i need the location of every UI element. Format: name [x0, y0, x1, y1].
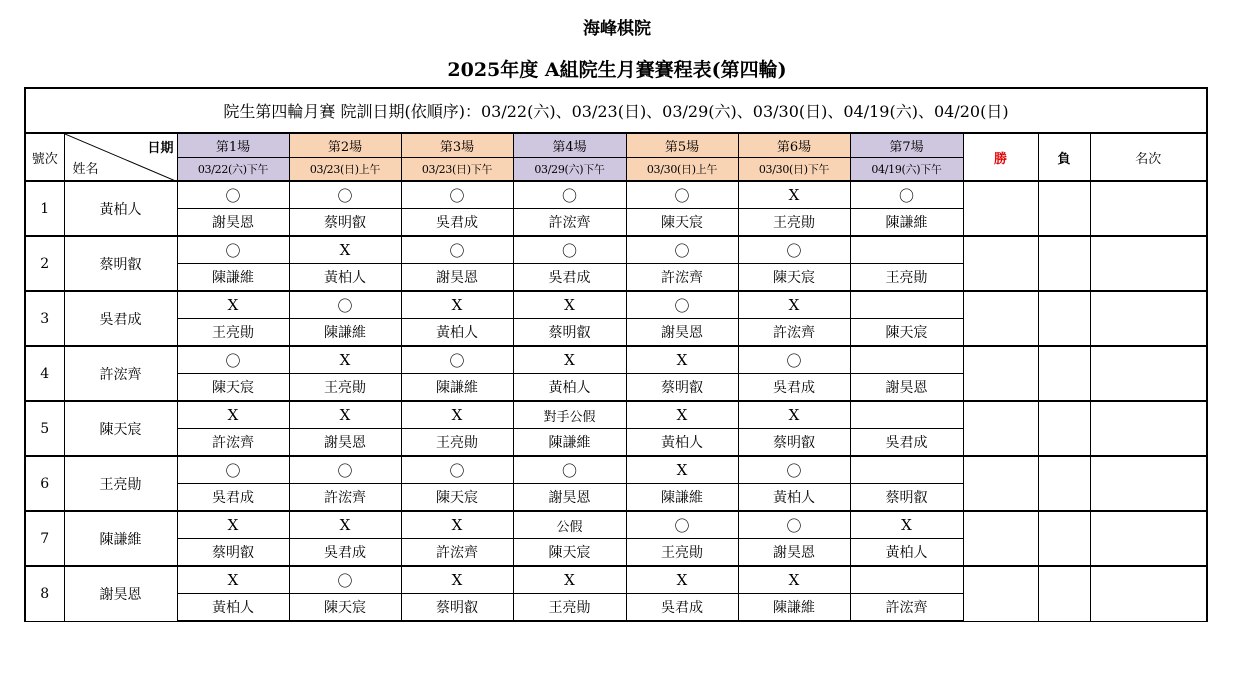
- result-cell: 〇: [289, 456, 401, 484]
- result-cell: 〇: [177, 181, 289, 209]
- round-3-date: 03/23(日)下午: [401, 157, 513, 181]
- result-cell: 〇: [289, 291, 401, 319]
- opponent-cell: 黃柏人: [626, 429, 738, 457]
- result-cell: X: [289, 346, 401, 374]
- opponent-cell: 蔡明叡: [289, 209, 401, 237]
- opponent-cell: 王亮勛: [850, 264, 963, 292]
- result-cell: 對手公假: [513, 401, 626, 429]
- round-2-date: 03/23(日)上午: [289, 157, 401, 181]
- opponent-cell: 謝昊恩: [738, 539, 850, 567]
- rank-header: 名次: [1090, 133, 1207, 181]
- round-5-header: 第5場: [626, 133, 738, 157]
- result-cell: [850, 456, 963, 484]
- player-name: 謝昊恩: [64, 566, 177, 621]
- result-cell: 〇: [513, 456, 626, 484]
- win-cell: [963, 236, 1038, 291]
- round-7-date: 04/19(六)下午: [850, 157, 963, 181]
- opponent-cell: 許浤齊: [513, 209, 626, 237]
- player-name: 許浤齊: [64, 346, 177, 401]
- player-row: [25, 236, 1207, 264]
- opponent-cell: 蔡明叡: [626, 374, 738, 402]
- result-cell: 〇: [738, 456, 850, 484]
- player-name: 蔡明叡: [64, 236, 177, 291]
- player-row: [25, 181, 1207, 209]
- opponent-cell: 王亮勛: [738, 209, 850, 237]
- result-cell: X: [401, 401, 513, 429]
- rank-cell: [1090, 181, 1207, 236]
- opponent-cell: 謝昊恩: [177, 209, 289, 237]
- opponent-cell: 蔡明叡: [738, 429, 850, 457]
- result-cell: X: [626, 401, 738, 429]
- opponent-cell: 黃柏人: [289, 264, 401, 292]
- opponent-cell: 陳謙維: [513, 429, 626, 457]
- result-cell: X: [626, 566, 738, 594]
- result-cell: 〇: [626, 291, 738, 319]
- player-number: 1: [25, 181, 64, 236]
- rank-cell: [1090, 456, 1207, 511]
- result-cell: X: [850, 511, 963, 539]
- loss-cell: [1038, 181, 1090, 236]
- result-cell: [850, 401, 963, 429]
- rank-cell: [1090, 236, 1207, 291]
- result-cell: 〇: [401, 346, 513, 374]
- loss-cell: [1038, 566, 1090, 621]
- result-cell: X: [289, 236, 401, 264]
- result-cell: X: [177, 291, 289, 319]
- opponent-cell: 陳天宸: [738, 264, 850, 292]
- player-name: 陳天宸: [64, 401, 177, 456]
- opponent-cell: 吳君成: [850, 429, 963, 457]
- opponent-cell: 謝昊恩: [513, 484, 626, 512]
- rank-cell: [1090, 511, 1207, 566]
- result-cell: 〇: [738, 346, 850, 374]
- opponent-cell: 黃柏人: [513, 374, 626, 402]
- result-cell: X: [626, 456, 738, 484]
- round-3-header: 第3場: [401, 133, 513, 157]
- result-cell: X: [177, 401, 289, 429]
- result-cell: 〇: [850, 181, 963, 209]
- player-number: 3: [25, 291, 64, 346]
- opponent-cell: 陳謙維: [738, 594, 850, 622]
- opponent-cell: 陳天宸: [177, 374, 289, 402]
- opponent-cell: 許浤齊: [738, 319, 850, 347]
- opponent-cell: 黃柏人: [850, 539, 963, 567]
- result-cell: 〇: [626, 236, 738, 264]
- result-cell: X: [289, 511, 401, 539]
- player-row: [25, 346, 1207, 374]
- player-number: 5: [25, 401, 64, 456]
- training-dates-info: 院生第四輪月賽 院訓日期(依順序)：03/22(六)、03/23(日)、03/29(六)、03/30(日)、04/19(六)、04/20(日): [25, 88, 1207, 133]
- schedule-table: [24, 87, 1208, 622]
- opponent-cell: 王亮勛: [401, 429, 513, 457]
- result-cell: [850, 346, 963, 374]
- opponent-cell: 吳君成: [177, 484, 289, 512]
- opponent-cell: 許浤齊: [177, 429, 289, 457]
- result-cell: 〇: [738, 511, 850, 539]
- round-4-date: 03/29(六)下午: [513, 157, 626, 181]
- loss-cell: [1038, 511, 1090, 566]
- opponent-cell: 許浤齊: [626, 264, 738, 292]
- name-label: 姓名: [72, 162, 99, 177]
- result-cell: X: [513, 291, 626, 319]
- round-7-header: 第7場: [850, 133, 963, 157]
- win-cell: [963, 346, 1038, 401]
- schedule-title: 2025年度 A組院生月賽賽程表(第四輪): [447, 59, 787, 81]
- result-cell: 〇: [177, 456, 289, 484]
- result-cell: X: [513, 346, 626, 374]
- result-cell: X: [738, 181, 850, 209]
- opponent-cell: 蔡明叡: [401, 594, 513, 622]
- opponent-cell: 蔡明叡: [177, 539, 289, 567]
- date-label: 日期: [147, 141, 174, 156]
- result-cell: 〇: [626, 181, 738, 209]
- opponent-cell: 陳天宸: [626, 209, 738, 237]
- opponent-cell: 許浤齊: [289, 484, 401, 512]
- opponent-cell: 吳君成: [513, 264, 626, 292]
- round-1-date: 03/22(六)下午: [177, 157, 289, 181]
- opponent-cell: 謝昊恩: [289, 429, 401, 457]
- player-name: 王亮勛: [64, 456, 177, 511]
- opponent-cell: 蔡明叡: [513, 319, 626, 347]
- loss-cell: [1038, 401, 1090, 456]
- result-cell: X: [513, 566, 626, 594]
- result-cell: 〇: [289, 181, 401, 209]
- col-num-header: 號次: [25, 133, 64, 181]
- round-2-header: 第2場: [289, 133, 401, 157]
- opponent-cell: 吳君成: [738, 374, 850, 402]
- round-5-date: 03/30(日)上午: [626, 157, 738, 181]
- loss-cell: [1038, 346, 1090, 401]
- opponent-cell: 吳君成: [401, 209, 513, 237]
- opponent-cell: 吳君成: [289, 539, 401, 567]
- opponent-cell: 王亮勛: [177, 319, 289, 347]
- result-cell: 〇: [401, 456, 513, 484]
- round-1-header: 第1場: [177, 133, 289, 157]
- opponent-cell: 王亮勛: [626, 539, 738, 567]
- player-number: 6: [25, 456, 64, 511]
- rank-cell: [1090, 566, 1207, 621]
- opponent-cell: 黃柏人: [177, 594, 289, 622]
- opponent-cell: 陳天宸: [289, 594, 401, 622]
- opponent-cell: 許浤齊: [401, 539, 513, 567]
- round-6-header: 第6場: [738, 133, 850, 157]
- opponent-cell: 謝昊恩: [850, 374, 963, 402]
- result-cell: X: [626, 346, 738, 374]
- opponent-cell: 陳謙維: [626, 484, 738, 512]
- opponent-cell: 陳天宸: [850, 319, 963, 347]
- opponent-cell: 陳謙維: [401, 374, 513, 402]
- opponent-cell: 陳謙維: [289, 319, 401, 347]
- result-cell: 〇: [513, 236, 626, 264]
- result-cell: X: [401, 566, 513, 594]
- loss-cell: [1038, 236, 1090, 291]
- opponent-cell: 謝昊恩: [626, 319, 738, 347]
- result-cell: X: [738, 401, 850, 429]
- result-cell: X: [177, 511, 289, 539]
- opponent-cell: 謝昊恩: [401, 264, 513, 292]
- result-cell: 〇: [626, 511, 738, 539]
- player-number: 8: [25, 566, 64, 621]
- player-row: [25, 291, 1207, 319]
- rank-cell: [1090, 291, 1207, 346]
- player-name: 陳謙維: [64, 511, 177, 566]
- opponent-cell: 陳天宸: [401, 484, 513, 512]
- player-number: 7: [25, 511, 64, 566]
- player-row: [25, 456, 1207, 484]
- win-cell: [963, 511, 1038, 566]
- opponent-cell: 王亮勛: [289, 374, 401, 402]
- result-cell: X: [289, 401, 401, 429]
- result-cell: [850, 566, 963, 594]
- player-row: [25, 511, 1207, 539]
- win-cell: [963, 456, 1038, 511]
- win-header: 勝: [963, 133, 1038, 181]
- rank-cell: [1090, 346, 1207, 401]
- player-row: [25, 566, 1207, 594]
- result-cell: 〇: [513, 181, 626, 209]
- win-cell: [963, 401, 1038, 456]
- player-name: 黃柏人: [64, 181, 177, 236]
- result-cell: 〇: [289, 566, 401, 594]
- opponent-cell: 吳君成: [626, 594, 738, 622]
- result-cell: X: [401, 291, 513, 319]
- date-name-diagonal-header: [64, 133, 177, 181]
- opponent-cell: 陳天宸: [513, 539, 626, 567]
- result-cell: 〇: [738, 236, 850, 264]
- result-cell: 公假: [513, 511, 626, 539]
- result-cell: [850, 236, 963, 264]
- win-cell: [963, 291, 1038, 346]
- result-cell: [850, 291, 963, 319]
- opponent-cell: 許浤齊: [850, 594, 963, 622]
- win-cell: [963, 566, 1038, 621]
- result-cell: 〇: [401, 236, 513, 264]
- win-cell: [963, 181, 1038, 236]
- loss-cell: [1038, 456, 1090, 511]
- player-row: [25, 401, 1207, 429]
- opponent-cell: 黃柏人: [401, 319, 513, 347]
- opponent-cell: 蔡明叡: [850, 484, 963, 512]
- result-cell: X: [177, 566, 289, 594]
- loss-header: 負: [1038, 133, 1090, 181]
- result-cell: 〇: [177, 346, 289, 374]
- org-title: 海峰棋院: [583, 19, 651, 39]
- round-6-date: 03/30(日)下午: [738, 157, 850, 181]
- opponent-cell: 王亮勛: [513, 594, 626, 622]
- player-name: 吳君成: [64, 291, 177, 346]
- result-cell: X: [738, 566, 850, 594]
- opponent-cell: 陳謙維: [177, 264, 289, 292]
- opponent-cell: 黃柏人: [738, 484, 850, 512]
- rank-cell: [1090, 401, 1207, 456]
- result-cell: X: [401, 511, 513, 539]
- loss-cell: [1038, 291, 1090, 346]
- result-cell: X: [738, 291, 850, 319]
- result-cell: 〇: [401, 181, 513, 209]
- round-4-header: 第4場: [513, 133, 626, 157]
- player-number: 2: [25, 236, 64, 291]
- result-cell: 〇: [177, 236, 289, 264]
- player-number: 4: [25, 346, 64, 401]
- opponent-cell: 陳謙維: [850, 209, 963, 237]
